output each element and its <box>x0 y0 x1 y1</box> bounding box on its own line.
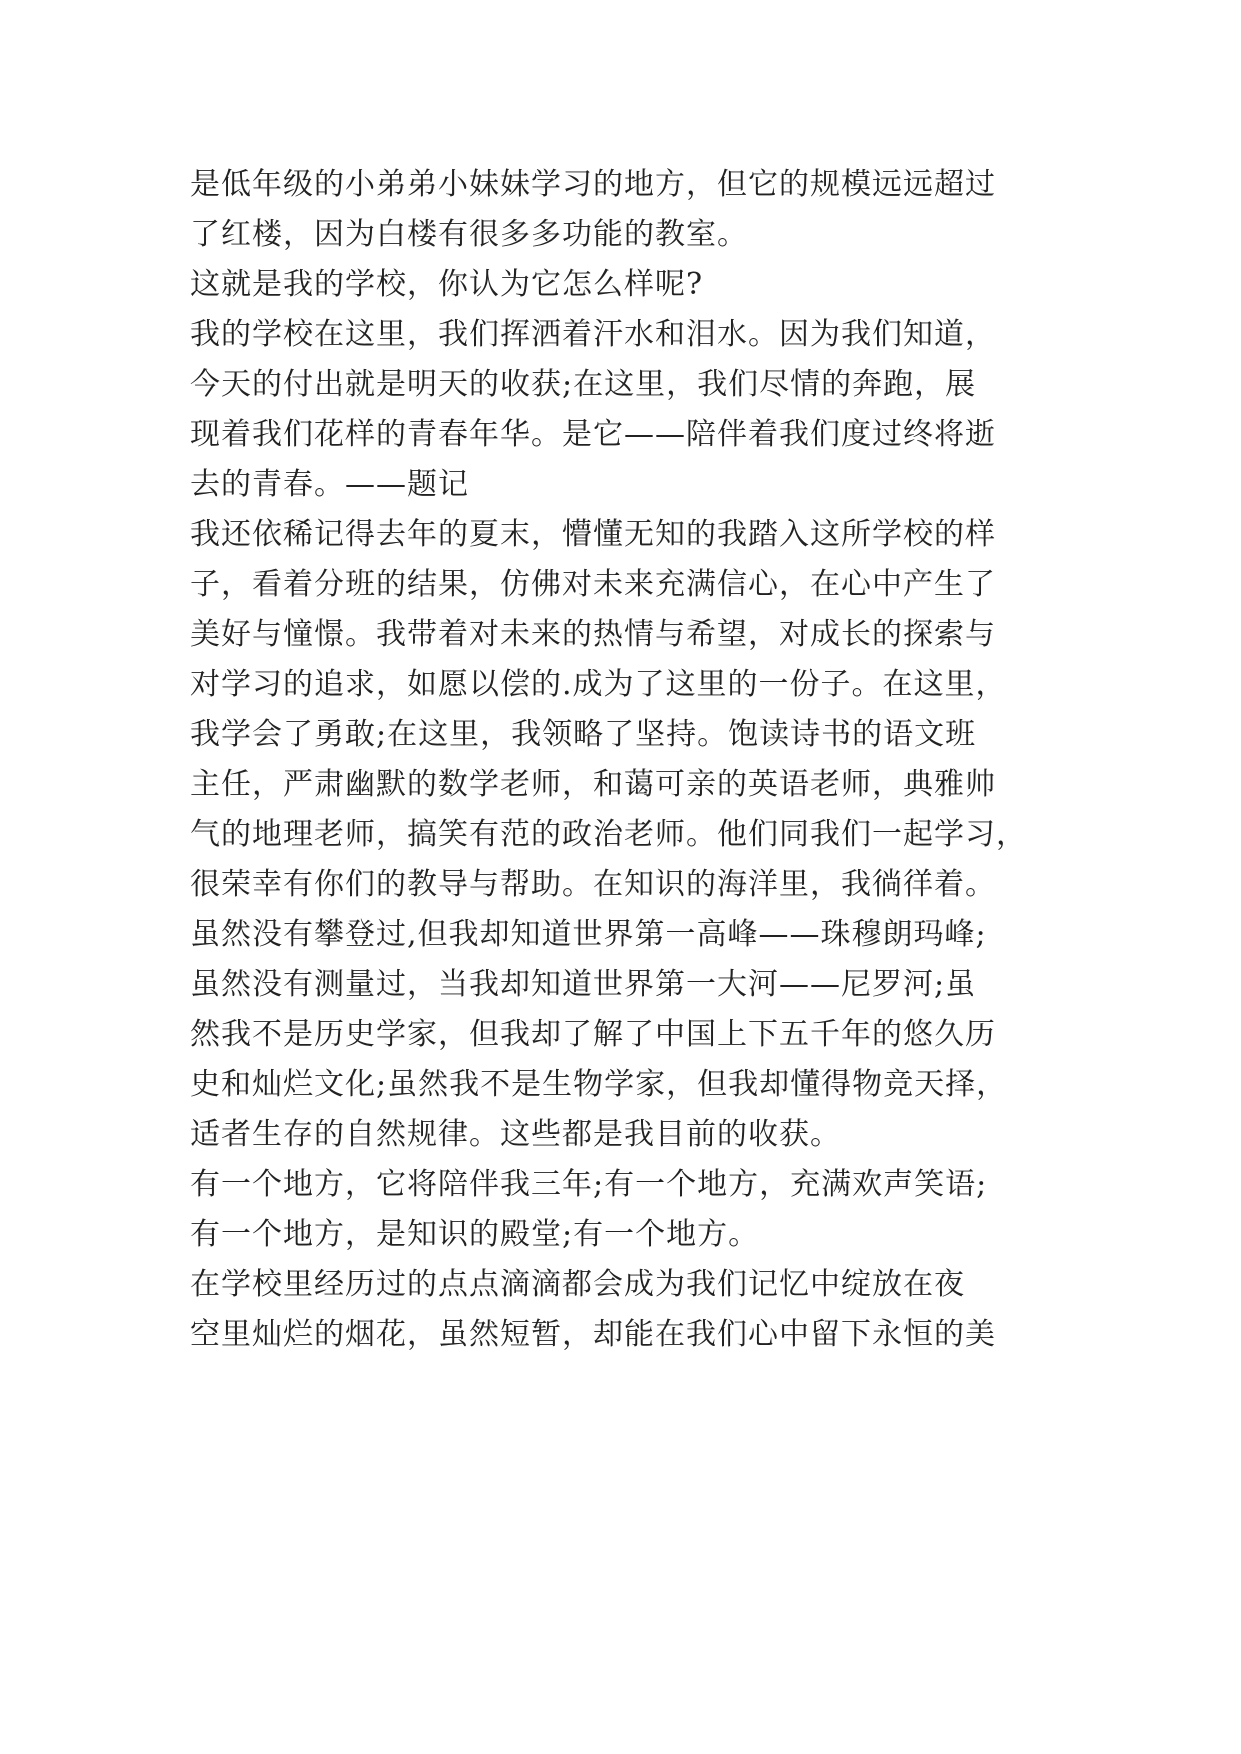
text-line: 了红楼，因为白楼有很多多功能的教室。 <box>190 217 748 252</box>
text-line: 对学习的追求，如愿以偿的.成为了这里的一份子。在这里， <box>190 667 1007 702</box>
text-line: 我的学校在这里，我们挥洒着汗水和泪水。因为我们知道， <box>190 317 996 352</box>
text-line: 然我不是历史学家，但我却了解了中国上下五千年的悠久历 <box>190 1017 996 1052</box>
text-line: 虽然没有攀登过,但我却知道世界第一高峰——珠穆朗玛峰; <box>190 917 987 952</box>
text-line: 空里灿烂的烟花，虽然短暂，却能在我们心中留下永恒的美 <box>190 1317 996 1352</box>
text-line: 美好与憧憬。我带着对未来的热情与希望，对成长的探索与 <box>190 617 996 652</box>
text-line: 我学会了勇敢;在这里，我领略了坚持。饱读诗书的语文班 <box>190 717 977 752</box>
document-body <box>190 160 1050 1360</box>
text-line: 这就是我的学校，你认为它怎么样呢? <box>190 267 704 302</box>
text-line: 现着我们花样的青春年华。是它——陪伴着我们度过终将逝 <box>190 417 996 452</box>
text-line: 有一个地方，它将陪伴我三年;有一个地方，充满欢声笑语; <box>190 1167 988 1202</box>
text-line: 史和灿烂文化;虽然我不是生物学家，但我却懂得物竞天择， <box>190 1067 1008 1102</box>
text-line: 很荣幸有你们的教导与帮助。在知识的海洋里，我徜徉着。 <box>190 867 996 902</box>
text-line: 适者生存的自然规律。这些都是我目前的收获。 <box>190 1117 841 1152</box>
text-line: 在学校里经历过的点点滴滴都会成为我们记忆中绽放在夜 <box>190 1267 965 1302</box>
text-line: 主任，严肃幽默的数学老师，和蔼可亲的英语老师，典雅帅 <box>190 767 996 802</box>
text-line: 是低年级的小弟弟小妹妹学习的地方，但它的规模远远超过 <box>190 167 996 202</box>
text-line: 今天的付出就是明天的收获;在这里，我们尽情的奔跑，展 <box>190 367 977 402</box>
text-line: 虽然没有测量过，当我却知道世界第一大河——尼罗河;虽 <box>190 967 977 1002</box>
text-line: 去的青春。——题记 <box>190 467 469 502</box>
text-line: 我还依稀记得去年的夏末，懵懂无知的我踏入这所学校的样 <box>190 517 996 552</box>
text-line: 有一个地方，是知识的殿堂;有一个地方。 <box>190 1217 760 1252</box>
text-line: 子，看着分班的结果，仿佛对未来充满信心，在心中产生了 <box>190 567 996 602</box>
text-line: 气的地理老师，搞笑有范的政治老师。他们同我们一起学习， <box>190 817 1027 852</box>
